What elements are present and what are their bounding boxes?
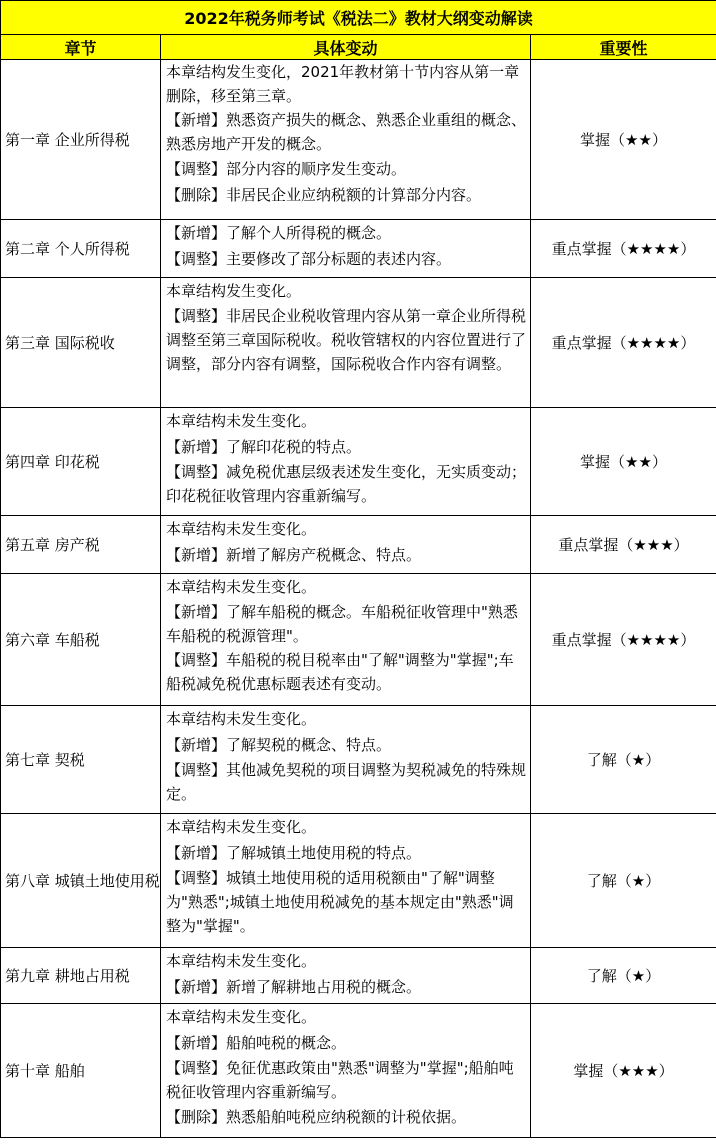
importance-cell: 掌握（★★） [531,408,716,516]
change-line: 【新增】船舶吨税的概念。 [166,1034,347,1052]
change-line: 【调整】其他减免契税的项目调整为契税减免的特殊规定。 [166,761,527,803]
chapter-cell: 第四章 印花税 [1,408,161,516]
changes-cell [161,706,531,814]
table-row [1,408,716,516]
change-line: 【删除】熟悉船舶吨税应纳税额的计税依据。 [166,1108,467,1126]
table-row [1,60,716,220]
change-line: 【调整】城镇土地使用税的适用税额由"了解"调整为"熟悉";城镇土地使用税减免的基本规定由"熟悉"调整为"掌握"。 [166,869,514,935]
change-line: 本章结构未发生变化。 [166,412,317,430]
change-line: 【调整】免征优惠政策由"熟悉"调整为"掌握";船舶吨税征收管理内容重新编写。 [166,1059,514,1101]
changes-cell [161,60,531,220]
page-title: 2022年税务师考试《税法二》教材大纲变动解读 [1,1,716,35]
importance-cell: 掌握（★★） [531,60,716,220]
header-chapter: 章节 [1,35,161,60]
change-line: 【新增】熟悉资产损失的概念、熟悉企业重组的概念、熟悉房地产开发的概念。 [166,111,527,153]
changes-cell [161,948,531,1004]
change-line: 【调整】主要修改了部分标题的表述内容。 [166,250,452,268]
table-row [1,814,716,948]
table-row [1,948,716,1004]
importance-cell: 重点掌握（★★★★） [531,278,716,408]
chapter-cell: 第八章 城镇土地使用税 [1,814,161,948]
change-line: 【调整】减免税优惠层级表述发生变化，无实质变动；印花税征收管理内容重新编写。 [166,463,527,505]
importance-cell: 了解（★） [531,706,716,814]
importance-cell: 了解（★） [531,948,716,1004]
change-line: 本章结构未发生变化。 [166,952,317,970]
header-importance: 重要性 [531,35,716,60]
change-line: 【调整】车船税的税目税率由"了解"调整为"掌握";车船税减免税优惠标题表述有变动。 [166,651,514,693]
changes-cell [161,408,531,516]
chapter-cell: 第二章 个人所得税 [1,220,161,278]
change-line: 本章结构发生变化，2021年教材第十节内容从第一章删除，移至第三章。 [166,63,520,105]
change-line: 【新增】了解契税的概念、特点。 [166,736,392,754]
change-line: 【新增】新增了解耕地占用税的概念。 [166,978,422,996]
changes-cell [161,516,531,574]
change-line: 【新增】了解城镇土地使用税的特点。 [166,844,422,862]
importance-cell: 掌握（★★★） [531,1004,716,1138]
change-line: 【新增】了解印花税的特点。 [166,438,362,456]
importance-cell: 重点掌握（★★★） [531,516,716,574]
table-row [1,220,716,278]
chapter-cell: 第一章 企业所得税 [1,60,161,220]
changes-cell [161,814,531,948]
change-line: 【调整】部分内容的顺序发生变动。 [166,160,407,178]
change-line: 本章结构未发生变化。 [166,1008,317,1026]
changes-cell [161,220,531,278]
chapter-cell: 第五章 房产税 [1,516,161,574]
chapter-cell: 第三章 国际税收 [1,278,161,408]
change-line: 【调整】非居民企业税收管理内容从第一章企业所得税调整至第三章国际税收。税收管辖权的内容位置进行了调整，部分内容有调整，国际税收合作内容有调整。 [166,307,527,373]
changes-cell [161,1004,531,1138]
change-line: 本章结构未发生变化。 [166,818,317,836]
change-line: 【新增】了解个人所得税的概念。 [166,224,392,242]
importance-cell: 重点掌握（★★★★） [531,220,716,278]
table-row [1,516,716,574]
chapter-cell: 第十章 船舶 [1,1004,161,1138]
chapter-cell: 第九章 耕地占用税 [1,948,161,1004]
changes-cell [161,574,531,706]
table-row [1,574,716,706]
change-line: 【新增】了解车船税的概念。车船税征收管理中"熟悉车船税的税源管理"。 [166,603,518,645]
change-line: 本章结构未发生变化。 [166,520,317,538]
header-changes: 具体变动 [161,35,531,60]
table-row [1,706,716,814]
change-line: 【新增】新增了解房产税概念、特点。 [166,546,422,564]
chapter-cell: 第七章 契税 [1,706,161,814]
change-line: 本章结构未发生变化。 [166,578,317,596]
importance-cell: 了解（★） [531,814,716,948]
change-line: 本章结构未发生变化。 [166,710,317,728]
table-row [1,1004,716,1138]
change-line: 【删除】非居民企业应纳税额的计算部分内容。 [166,186,482,204]
chapter-cell: 第六章 车船税 [1,574,161,706]
importance-cell: 重点掌握（★★★★） [531,574,716,706]
changes-cell [161,278,531,408]
change-line: 本章结构发生变化。 [166,282,302,300]
table-row [1,278,716,408]
